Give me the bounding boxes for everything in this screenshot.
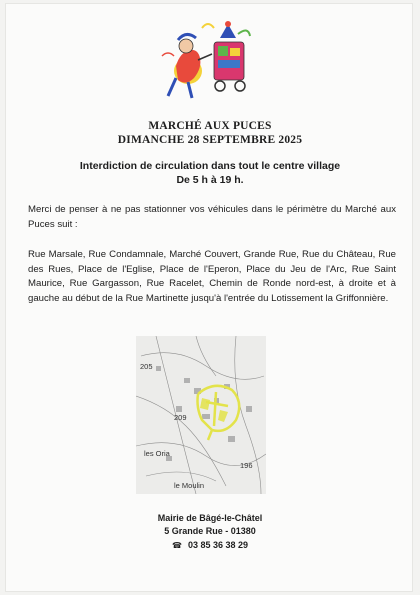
map-label-les-oria: les Oria	[144, 449, 170, 458]
map-label-le-moulin: le Moulin	[174, 481, 205, 490]
event-date: DIMANCHE 28 SEPTEMBRE 2025	[117, 134, 303, 146]
event-title: MARCHÉ AUX PUCES	[148, 120, 272, 132]
phone-icon: ☎	[171, 541, 182, 550]
map-label-196: 196	[240, 461, 253, 470]
flea-market-logo	[158, 16, 258, 106]
parking-request-paragraph: Merci de penser à ne pas stationner vos véhicules dans le périmètre du Marché aux Puces suit :	[28, 204, 396, 230]
town-hall-name: Mairie de Bâgé-le-Châtel	[157, 513, 263, 523]
phone-number: 03 85 36 38 29	[187, 540, 249, 550]
village-map	[136, 336, 266, 494]
map-label-205: 205	[140, 362, 153, 371]
map-label-209: 209	[174, 413, 187, 422]
town-hall-phone	[0, 540, 420, 550]
traffic-ban-notice: Interdiction de circulation dans tout le centre village	[79, 160, 341, 172]
street-list-paragraph: Rue Marsale, Rue Condamnale, Marché Couvert, Grande Rue, Rue du Château, Rue des Rues, Place de l'Eglise, Place de l'Eperon, Place du Jeu de l'Arc, Rue Saint Maurice, Rue Gargasson, Rue Racelet, Chemin de Ronde nord-est, à droite et à gauche au début de la Rue Martinette jusqu'à l'entrée du Lotissement la Griffonnière.	[28, 249, 396, 304]
town-hall-address: 5 Grande Rue - 01380	[164, 526, 256, 536]
traffic-ban-hours: De 5 h à 19 h.	[176, 174, 244, 186]
